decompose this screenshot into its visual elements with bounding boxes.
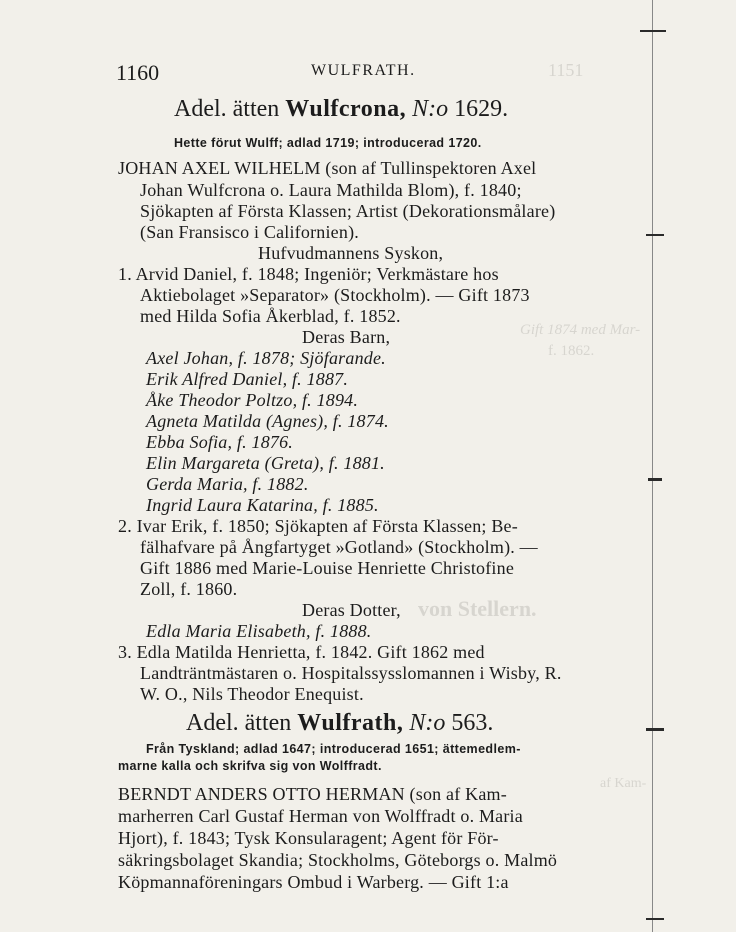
family-name: Wulfcrona, — [285, 96, 407, 122]
bleed-line: af Kam- — [600, 776, 647, 791]
text-line: Aktiebolaget »Separator» (Stockholm). — Gift 1873 — [140, 285, 530, 305]
margin-tick — [648, 478, 662, 481]
text-line: BERNDT ANDERS OTTO HERMAN (son af Kam- — [118, 784, 507, 804]
text-line: Sjökapten af Första Klassen; Artist (Dekorationsmålare) — [140, 201, 556, 221]
text-line: Deras Barn, — [302, 327, 391, 347]
family-heading — [186, 710, 493, 736]
text-line: Hjort), f. 1843; Tysk Konsularagent; Agent för För- — [118, 828, 499, 848]
text-line: 2. Ivar Erik, f. 1850; Sjökapten af Första Klassen; Be- — [118, 516, 518, 536]
margin-tick — [646, 234, 664, 236]
running-head: WULFRATH. — [311, 62, 416, 79]
text-line: Köpmannaföreningars Ombud i Warberg. — Gift 1:a — [118, 872, 509, 892]
text-line: Edla Maria Elisabeth, f. 1888. — [146, 621, 372, 641]
text-line: 1. Arvid Daniel, f. 1848; Ingeniör; Verkmästare hos — [118, 264, 499, 284]
text-line: Ingrid Laura Katarina, f. 1885. — [146, 495, 379, 515]
family-note: Hette förut Wulff; adlad 1719; introducerad 1720. — [174, 136, 482, 150]
heading-prefix: Adel. ätten — [174, 96, 286, 122]
margin-tick — [640, 30, 666, 32]
text-line: (San Fransisco i Californien). — [140, 222, 359, 242]
bleed-heading: von Stellern. — [418, 596, 537, 621]
heading-no: N:o — [409, 710, 446, 736]
text-line: Agneta Matilda (Agnes), f. 1874. — [146, 411, 389, 431]
text-line: Hufvudmannens Syskon, — [258, 243, 444, 263]
family-note: Från Tyskland; adlad 1647; introducerad 1651; ättemedlem- — [146, 742, 521, 756]
family-name: Wulfrath, — [297, 710, 404, 736]
text-line: 3. Edla Matilda Henrietta, f. 1842. Gift 1862 med — [118, 642, 485, 662]
page-number: 1160 — [116, 60, 160, 85]
bleed-line: f. 1862. — [548, 343, 595, 359]
text-line: Gift 1886 med Marie-Louise Henriette Christofine — [140, 558, 515, 578]
margin-rule — [652, 0, 653, 932]
text-line: Erik Alfred Daniel, f. 1887. — [146, 369, 349, 389]
bleed-line: Gift 1874 med Mar- — [520, 322, 641, 338]
text-line: Axel Johan, f. 1878; Sjöfarande. — [146, 348, 386, 368]
margin-tick — [646, 918, 664, 920]
text-line: säkringsbolaget Skandia; Stockholms, Göteborgs o. Malmö — [118, 850, 558, 870]
text-line: med Hilda Sofia Åkerblad, f. 1852. — [140, 306, 401, 326]
heading-prefix: Adel. ätten — [186, 710, 298, 736]
family-heading — [174, 96, 508, 122]
text-line: Landträntmästaren o. Hospitalssysslomannen i Wisby, R. — [140, 663, 562, 683]
text-line: Deras Dotter, — [302, 600, 401, 620]
heading-number: 563. — [451, 710, 494, 736]
text-line: Johan Wulfcrona o. Laura Mathilda Blom), f. 1840; — [140, 180, 522, 200]
heading-number: 1629. — [454, 96, 509, 122]
text-line: Gerda Maria, f. 1882. — [146, 474, 309, 494]
text-line: JOHAN AXEL WILHELM (son af Tullinspektoren Axel — [118, 158, 537, 178]
heading-no: N:o — [412, 96, 449, 122]
text-line: marherren Carl Gustaf Herman von Wolffradt o. Maria — [118, 806, 523, 826]
text-line: Ebba Sofia, f. 1876. — [146, 432, 293, 452]
text-line: fälhafvare på Ångfartyget »Gotland» (Stockholm). — — [140, 537, 538, 557]
text-line: Zoll, f. 1860. — [140, 579, 238, 599]
bleed-page-number: 1151 — [548, 60, 584, 80]
text-line: Åke Theodor Poltzo, f. 1894. — [146, 390, 359, 410]
text-line: W. O., Nils Theodor Enequist. — [140, 684, 364, 704]
text-line: Elin Margareta (Greta), f. 1881. — [146, 453, 385, 473]
family-note: marne kalla och skrifva sig von Wolffradt. — [118, 759, 382, 773]
margin-tick — [646, 728, 664, 731]
